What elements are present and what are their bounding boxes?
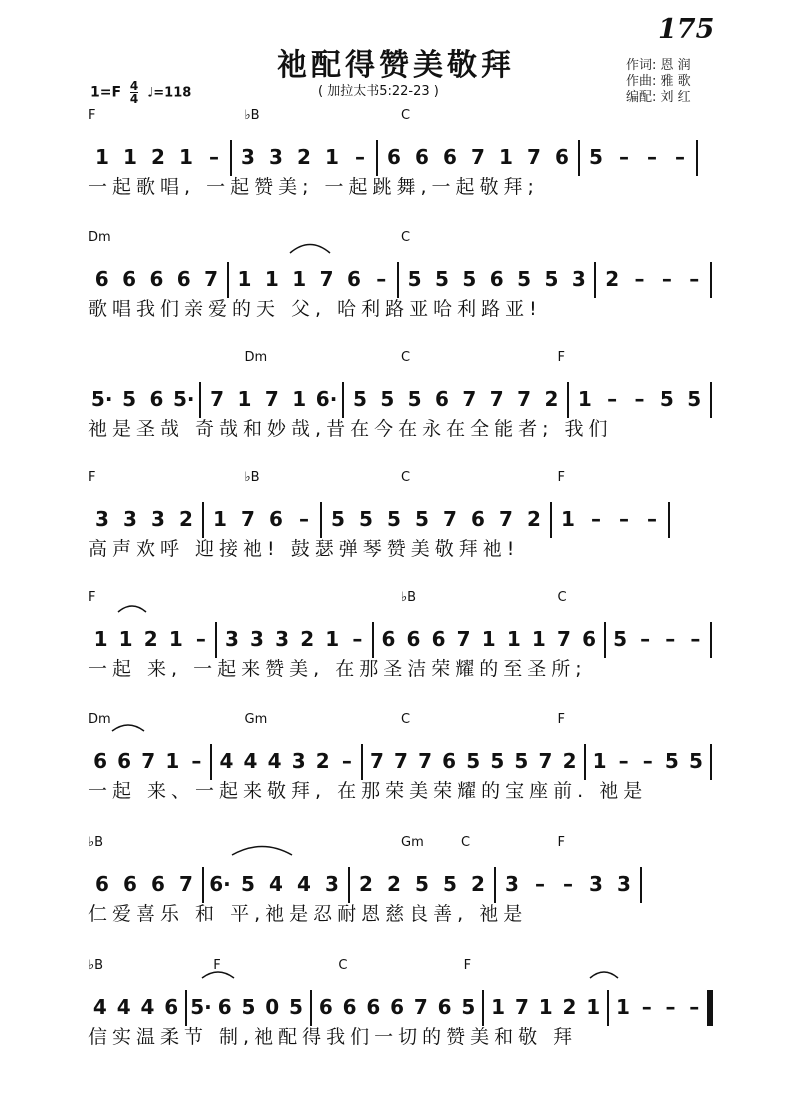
note: 6 (555, 145, 569, 169)
dash-extension: – (191, 749, 202, 773)
note: 5 (407, 267, 422, 291)
note: 5 (517, 267, 532, 291)
dash-extension: – (563, 872, 573, 896)
note: 2 (605, 267, 620, 291)
dash-extension: – (689, 267, 700, 291)
lyric-line: 信实温柔节 制,祂配得我们一切的赞美和敬 拜 (88, 1026, 578, 1048)
note: 4 (269, 872, 283, 896)
note: 1 (616, 995, 630, 1019)
note: 2 (562, 995, 577, 1019)
note: 5 (241, 872, 255, 896)
note: 1 (165, 749, 180, 773)
dash-extension: – (195, 627, 206, 651)
time-signature: $\frac{4}{4}$ (129, 79, 139, 106)
chord-symbol: F (557, 835, 565, 850)
chord-symbol: F (463, 958, 472, 973)
note: 1 (179, 145, 193, 169)
dash-extension: – (209, 145, 219, 169)
key-value: 1=F (90, 84, 122, 101)
dash-extension: – (618, 749, 629, 773)
note: 6 (269, 507, 283, 531)
note: 1 (506, 627, 521, 651)
note: 5 (490, 749, 505, 773)
note: 1 (491, 995, 506, 1019)
song-title: 祂配得赞美敬拜 (277, 48, 515, 83)
chord-symbol: ♭B (88, 835, 104, 850)
note: 1 (577, 387, 592, 411)
note: 5 (122, 387, 136, 411)
dash-extension: – (689, 995, 700, 1019)
note: 7 (413, 995, 428, 1019)
note: 5 (435, 267, 449, 291)
note: 1 (168, 627, 183, 651)
note: 6 (366, 995, 381, 1019)
note: 4 (267, 749, 282, 773)
dash-extension: – (634, 387, 645, 411)
note: 6 (151, 872, 165, 896)
note: 2 (471, 872, 485, 896)
chord-symbol: C (401, 108, 411, 123)
note: 6 (431, 627, 446, 651)
scripture-reference: ( 加拉太书5:22-23 ) (318, 84, 439, 99)
note: 3 (505, 872, 519, 896)
chord-symbol: C (401, 470, 411, 485)
chord-symbol: ♭B (244, 108, 260, 123)
lyricist-credit: 作词: 恩 润 (626, 58, 691, 73)
page-number: 175 (658, 14, 715, 45)
note: 4 (297, 872, 311, 896)
note: 3 (224, 627, 239, 651)
note: 2 (143, 627, 158, 651)
note: 7 (443, 507, 457, 531)
lyric-line: 一起 来、一起来敬拜, 在那荣美荣耀的宝座前. 祂是 (88, 780, 648, 802)
note: 6 (437, 995, 452, 1019)
note: 1 (499, 145, 513, 169)
note: 1 (213, 507, 227, 531)
note: 2 (151, 145, 165, 169)
note: 6 (123, 872, 137, 896)
note: 7 (241, 507, 255, 531)
note: 7 (456, 627, 471, 651)
note: 5 (659, 387, 674, 411)
note: 4 (116, 995, 131, 1019)
note: 3 (571, 267, 586, 291)
dash-extension: – (591, 507, 601, 531)
dash-extension: – (675, 145, 685, 169)
note: 5· (90, 387, 113, 411)
lyric-line: 一起歌唱, 一起赞美; 一起跳舞,一起敬拜; (88, 176, 539, 198)
note: 5· (173, 387, 195, 411)
note: 3 (291, 749, 306, 773)
lyric-line: 祂是圣哉 奇哉和妙哉,昔在今在永在全能者; 我们 (88, 418, 613, 440)
note: 1 (531, 627, 546, 651)
chord-symbol: C (557, 590, 567, 605)
dash-extension: – (535, 872, 545, 896)
note: 7 (514, 995, 529, 1019)
lyric-line: 仁爱喜乐 和 平,祂是忍耐恩慈良善, 祂是 (88, 903, 528, 925)
note: 6 (346, 267, 361, 291)
note: 1 (325, 145, 339, 169)
note: 6 (149, 267, 164, 291)
note: 1 (237, 387, 252, 411)
note: 5 (415, 872, 429, 896)
note: 1 (592, 749, 607, 773)
note: 7 (517, 387, 532, 411)
note: 5 (415, 507, 429, 531)
note: 6 (93, 749, 107, 773)
dash-extension: – (299, 507, 309, 531)
note: 2 (527, 507, 541, 531)
arranger-credit: 编配: 刘 红 (626, 90, 691, 105)
note: 3 (589, 872, 603, 896)
note: 6 (582, 627, 596, 651)
note: 1 (561, 507, 575, 531)
note: 5 (241, 995, 256, 1019)
note: 6 (415, 145, 429, 169)
note: 1 (481, 627, 496, 651)
tempo-marking: ♩=118 (147, 85, 192, 101)
lyric-line: 歌唱我们亲爱的天 父, 哈利路亚哈利路亚! (88, 298, 542, 320)
dash-extension: – (665, 627, 676, 651)
note: 5 (664, 749, 679, 773)
note: 2 (562, 749, 577, 773)
chord-symbol: Gm (244, 712, 268, 727)
note: 7 (471, 145, 485, 169)
note: 6 (217, 995, 232, 1019)
note: 5 (462, 267, 477, 291)
note: 1 (325, 627, 340, 651)
note: 2 (315, 749, 330, 773)
note: 1 (264, 267, 279, 291)
chord-symbol: ♭B (401, 590, 417, 605)
note: 5 (359, 507, 373, 531)
note: 5· (190, 995, 212, 1019)
chord-symbol: Dm (244, 350, 268, 365)
chord-symbol: ♭B (244, 470, 260, 485)
note: 6 (390, 995, 405, 1019)
note: 1 (292, 387, 307, 411)
note: 1 (292, 267, 307, 291)
lyric-line: 一起 来, 一起来赞美, 在那圣洁荣耀的至圣所; (88, 658, 587, 680)
note: 6 (406, 627, 421, 651)
note: 2 (297, 145, 311, 169)
note: 6 (95, 872, 109, 896)
dash-extension: – (647, 145, 657, 169)
chord-symbol: C (401, 350, 411, 365)
note: 4 (219, 749, 234, 773)
note: 7 (418, 749, 433, 773)
note: 5 (352, 387, 367, 411)
note: 3 (151, 507, 165, 531)
chord-symbol: Gm (401, 835, 424, 850)
note: 1 (95, 145, 109, 169)
note: 7 (462, 387, 477, 411)
note: 5 (589, 145, 603, 169)
note: 6 (381, 627, 396, 651)
note: 5 (380, 387, 395, 411)
dash-extension: – (661, 267, 672, 291)
note: 7 (394, 749, 408, 773)
dash-extension: – (647, 507, 657, 531)
note: 5 (514, 749, 529, 773)
note: 7 (141, 749, 156, 773)
dash-extension: – (634, 267, 645, 291)
note: 6 (122, 267, 136, 291)
note: 6 (387, 145, 401, 169)
note: 5 (688, 749, 703, 773)
chord-symbol: C (401, 712, 411, 727)
dash-extension: – (355, 145, 365, 169)
note: 7 (499, 507, 513, 531)
note: 5 (387, 507, 401, 531)
note: 6 (442, 749, 457, 773)
note: 5 (613, 627, 628, 651)
note: 3 (275, 627, 290, 651)
note: 6· (209, 872, 231, 896)
note: 1 (118, 627, 133, 651)
chord-symbol: C (461, 835, 471, 850)
note: 5 (461, 995, 476, 1019)
note: 2 (179, 507, 193, 531)
dash-extension: – (352, 627, 363, 651)
chord-symbol: F (88, 108, 96, 123)
note: 2 (387, 872, 401, 896)
note: 7 (204, 267, 219, 291)
note: 7 (210, 387, 225, 411)
note: 7 (179, 872, 193, 896)
note: 7 (538, 749, 553, 773)
note: 7 (527, 145, 541, 169)
note: 4 (92, 995, 107, 1019)
note: 6 (94, 267, 109, 291)
note: 6 (342, 995, 357, 1019)
chord-symbol: F (557, 712, 565, 727)
chord-symbol: F (213, 958, 221, 973)
note: 6 (176, 267, 191, 291)
note: 6 (471, 507, 485, 531)
note: 7 (369, 749, 384, 773)
chord-symbol: Dm (88, 230, 111, 245)
note: 6 (149, 387, 164, 411)
chord-symbol: C (401, 230, 411, 245)
note: 5 (544, 267, 559, 291)
dash-extension: – (690, 627, 701, 651)
note: 3 (325, 872, 339, 896)
note: 3 (241, 145, 255, 169)
note: 5 (687, 387, 702, 411)
note: 1 (538, 995, 553, 1019)
dash-extension: – (665, 995, 676, 1019)
note: 1 (586, 995, 601, 1019)
chord-symbol: ♭B (88, 958, 104, 973)
note: 5 (407, 387, 422, 411)
note: 5 (331, 507, 345, 531)
note: 3 (95, 507, 109, 531)
dash-extension: – (341, 749, 352, 773)
note: 6 (435, 387, 449, 411)
note: 0 (265, 995, 280, 1019)
chord-symbol: F (88, 470, 96, 485)
dash-extension: – (642, 749, 653, 773)
dash-extension: – (619, 145, 629, 169)
note: 2 (544, 387, 559, 411)
dash-extension: – (376, 267, 387, 291)
note: 6 (443, 145, 457, 169)
note: 3 (269, 145, 283, 169)
note: 3 (250, 627, 264, 651)
chord-symbol: F (557, 350, 565, 365)
chord-symbol: F (88, 590, 96, 605)
lyric-line: 高声欢呼 迎接祂! 鼓瑟弹琴赞美敬拜祂! (88, 538, 520, 560)
note: 4 (243, 749, 258, 773)
note: 7 (556, 627, 571, 651)
note: 6 (318, 995, 333, 1019)
note: 6 (117, 749, 132, 773)
dash-extension: – (641, 995, 652, 1019)
chord-symbol: Dm (88, 712, 111, 727)
note: 7 (319, 267, 334, 291)
note: 6 (489, 267, 504, 291)
note: 1 (93, 627, 108, 651)
chord-symbol: F (557, 470, 565, 485)
note: 3 (123, 507, 137, 531)
note: 7 (489, 387, 504, 411)
chord-symbol: C (338, 958, 348, 973)
note: 4 (140, 995, 155, 1019)
composer-credit: 作曲: 雅 歌 (626, 74, 691, 89)
note: 2 (359, 872, 373, 896)
dash-extension: – (640, 627, 651, 651)
note: 6· (315, 387, 338, 411)
note: 1 (123, 145, 137, 169)
note: 7 (264, 387, 279, 411)
note: 2 (300, 627, 315, 651)
note: 1 (237, 267, 252, 291)
note: 5 (443, 872, 457, 896)
note: 5 (289, 995, 303, 1019)
dash-extension: – (619, 507, 629, 531)
note: 5 (466, 749, 481, 773)
dash-extension: – (607, 387, 618, 411)
note: 6 (164, 995, 179, 1019)
note: 3 (617, 872, 631, 896)
